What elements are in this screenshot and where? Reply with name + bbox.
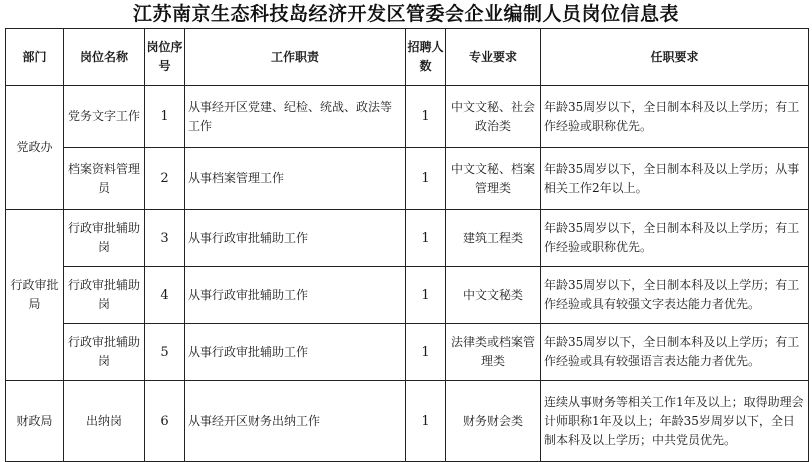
duty-cell: 从事经开区党建、纪检、统战、政法等工作 xyxy=(185,86,406,148)
document-title: 江苏南京生态科技岛经济开发区管委会企业编制人员岗位信息表 xyxy=(132,3,679,25)
header-position: 岗位名称 xyxy=(64,29,145,86)
seq-cell: 3 xyxy=(145,210,185,267)
duty-cell: 从事档案管理工作 xyxy=(185,148,406,210)
seq-cell: 6 xyxy=(145,381,185,462)
header-major: 专业要求 xyxy=(446,29,541,86)
require-cell: 年龄35周岁以下，全日制本科及以上学历；从事相关工作2年以上。 xyxy=(541,148,809,210)
header-count: 招聘人数 xyxy=(406,29,446,86)
duty-cell: 从事行政审批辅助工作 xyxy=(185,210,406,267)
require-cell: 连续从事财务等相关工作1年及以上；取得助理会计师职称1年及以上；年龄35岁周岁以下，全日制本科及以上学历；中共党员优先。 xyxy=(541,381,809,462)
require-cell: 年龄35周岁以下，全日制本科及以上学历；有工作经验或具有较强语言表达能力者优先。 xyxy=(541,324,809,381)
header-dept: 部门 xyxy=(6,29,64,86)
count-cell: 1 xyxy=(406,86,446,148)
position-cell: 党务文字工作 xyxy=(64,86,145,148)
count-cell: 1 xyxy=(406,381,446,462)
count-cell: 1 xyxy=(406,267,446,324)
position-cell: 行政审批辅助岗 xyxy=(64,267,145,324)
major-cell: 中文文秘、社会政治类 xyxy=(446,86,541,148)
header-require: 任职要求 xyxy=(541,29,809,86)
duty-cell: 从事行政审批辅助工作 xyxy=(185,324,406,381)
count-cell: 1 xyxy=(406,148,446,210)
position-cell: 档案资料管理员 xyxy=(64,148,145,210)
require-cell: 年龄35周岁以下，全日制本科及以上学历；有工作经验或具有较强文字表达能力者优先。 xyxy=(541,267,809,324)
seq-cell: 2 xyxy=(145,148,185,210)
table-row xyxy=(6,267,809,324)
major-cell: 财务财会类 xyxy=(446,381,541,462)
count-cell: 1 xyxy=(406,324,446,381)
dept-cell: 党政办 xyxy=(6,86,64,210)
table-row xyxy=(6,324,809,381)
position-cell: 出纳岗 xyxy=(64,381,145,462)
position-cell: 行政审批辅助岗 xyxy=(64,210,145,267)
table-header-row xyxy=(6,29,809,86)
dept-cell: 财政局 xyxy=(6,381,64,462)
count-cell: 1 xyxy=(406,210,446,267)
seq-cell: 5 xyxy=(145,324,185,381)
table-row xyxy=(6,381,809,462)
position-info-table xyxy=(5,28,809,462)
require-cell: 年龄35周岁以下，全日制本科及以上学历；有工作经验或职称优先。 xyxy=(541,210,809,267)
major-cell: 法律类或档案管理类 xyxy=(446,324,541,381)
table-row xyxy=(6,86,809,148)
seq-cell: 4 xyxy=(145,267,185,324)
dept-cell: 行政审批局 xyxy=(6,210,64,381)
major-cell: 中文文秘类 xyxy=(446,267,541,324)
duty-cell: 从事行政审批辅助工作 xyxy=(185,267,406,324)
table-row xyxy=(6,210,809,267)
header-seq: 岗位序号 xyxy=(145,29,185,86)
table-row xyxy=(6,148,809,210)
require-cell: 年龄35周岁以下，全日制本科及以上学历；有工作经验或职称优先。 xyxy=(541,86,809,148)
major-cell: 建筑工程类 xyxy=(446,210,541,267)
major-cell: 中文文秘、档案管理类 xyxy=(446,148,541,210)
seq-cell: 1 xyxy=(145,86,185,148)
duty-cell: 从事经开区财务出纳工作 xyxy=(185,381,406,462)
position-cell: 行政审批辅助岗 xyxy=(64,324,145,381)
header-duty: 工作职责 xyxy=(185,29,406,86)
